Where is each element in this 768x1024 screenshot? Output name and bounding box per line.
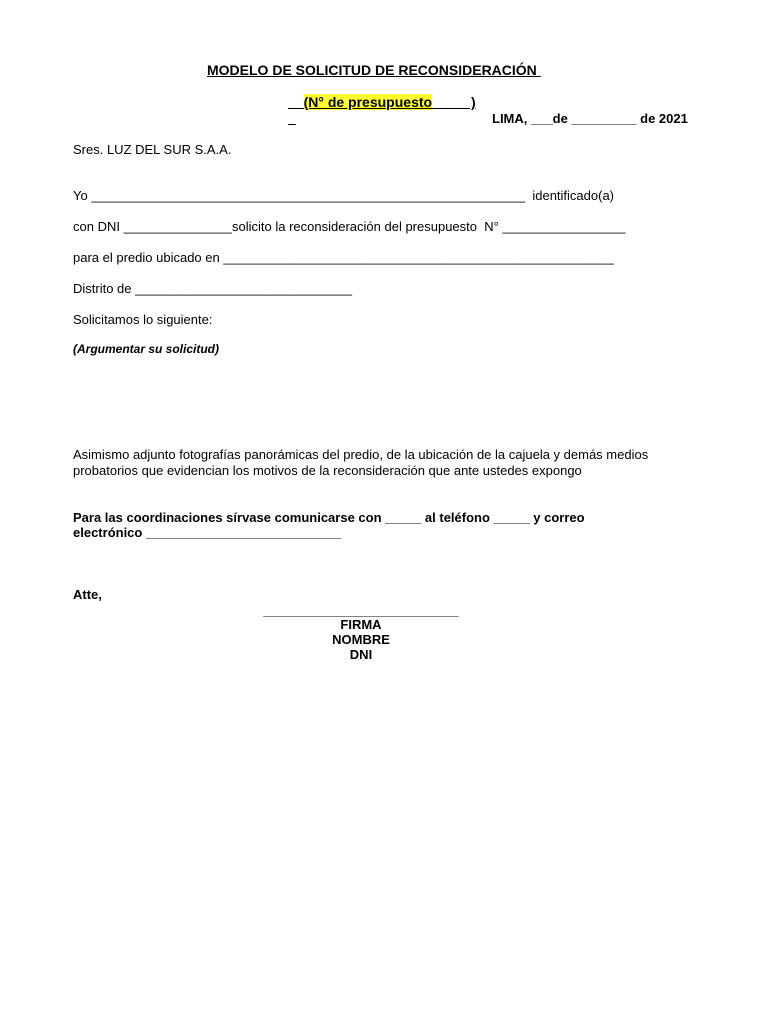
line-dni: con DNI _______________solicito la reconsideración del presupuesto N° _________________ <box>73 219 626 234</box>
attachments-line-1: Asimismo adjunto fotografías panorámicas del predio, de la ubicación de la cajuela y demás medios <box>73 447 649 462</box>
document-subtitle <box>288 78 476 126</box>
argument-placeholder: (Argumentar su solicitud) <box>73 342 220 356</box>
addressee: Sres. LUZ DEL SUR S.A.A. <box>73 142 232 157</box>
attachments-line-2: probatorios que evidencian los motivos de la reconsideración que ante ustedes expongo <box>73 463 582 478</box>
dni-label: DNI <box>349 647 373 662</box>
line-name: Yo ____________________________________________________________ identificado(a) <box>73 188 614 203</box>
document-title: MODELO DE SOLICITUD DE RECONSIDERACIÓN <box>207 62 541 78</box>
line-property: para el predio ubicado en ______________________________________________________ <box>73 250 614 265</box>
date-line: LIMA, ___de _________ de 2021 <box>492 111 688 126</box>
budget-number-blank: ) <box>432 94 476 110</box>
name-label: NOMBRE <box>332 632 390 647</box>
signature-line: ___________________________ <box>263 603 459 618</box>
budget-number-highlight: (N° de presupuesto <box>303 94 433 110</box>
line-district: Distrito de ______________________________ <box>73 281 353 296</box>
coordination-line-1: Para las coordinaciones sírvase comunicarse con _____ al teléfono _____ y correo <box>73 510 585 525</box>
line-request: Solicitamos lo siguiente: <box>73 312 213 327</box>
signature-label: FIRMA <box>340 617 382 632</box>
closing: Atte, <box>73 587 102 602</box>
coordination-line-2: electrónico ___________________________ <box>73 525 342 540</box>
